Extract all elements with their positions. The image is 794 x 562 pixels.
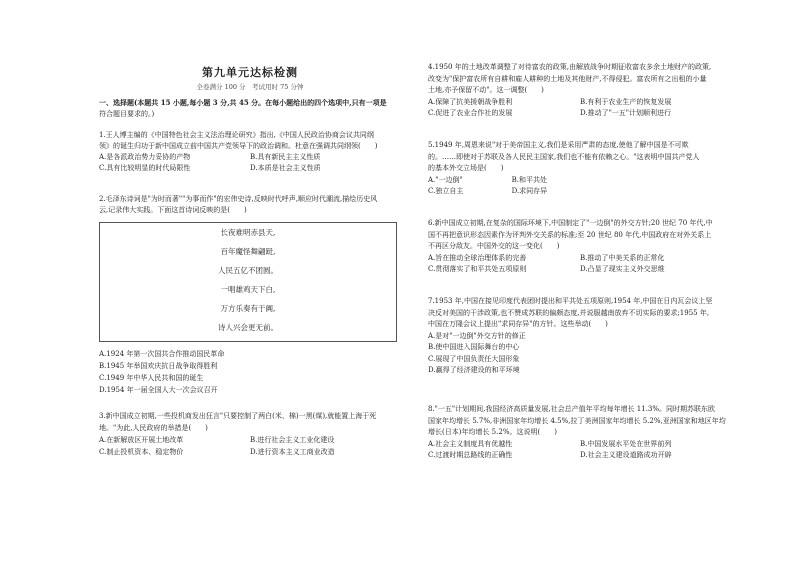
- q2-option-b[interactable]: B.1945 年举国欢庆抗日战争取得胜利: [99, 362, 218, 370]
- q7-option-c[interactable]: C.展现了中国负责任大国形象: [428, 354, 520, 363]
- q8-option-d[interactable]: D.社会主义建设道路成功开辟: [580, 451, 672, 459]
- q6-option-b[interactable]: B.推动了中美关系的正常化: [580, 253, 665, 262]
- q1-option-b[interactable]: B.具有新民主主义性质: [250, 153, 321, 161]
- q4-option-d[interactable]: D.推动了"一五"计划顺利进行: [580, 109, 672, 117]
- question-2: 2.毛泽东诗词是"为时而著""为事而作"的宏伟史诗,反映时代呼声,顺应时代潮流,描绘历史风 云,记录伟大实践。下面这首诗词反映的是( ): [99, 195, 378, 214]
- q8-option-c[interactable]: C.过渡时期总路线的正确性: [428, 451, 513, 459]
- q6-option-a[interactable]: A.旨在推动全球治理体系的完善: [428, 253, 527, 262]
- poem-box: [99, 222, 397, 342]
- q5-option-b[interactable]: B.和平共处: [511, 175, 547, 184]
- q1-option-c[interactable]: C.具有比较明显的时代局限性: [99, 164, 191, 172]
- q7-option-b[interactable]: B.使中国进入国际舞台的中心: [428, 343, 520, 351]
- poem-line: 长夜难明赤县天,: [220, 228, 276, 237]
- q5-option-a[interactable]: A."一边倒": [428, 175, 463, 184]
- q4-option-a[interactable]: A.保障了抗美援朝战争胜利: [428, 97, 513, 106]
- poem-line: 一唱雄鸡天下白,: [220, 285, 276, 294]
- question-7: 7.1953 年,中国在接见印度代表团时提出和平共处五项原则,1954 年,中国在日内瓦会议上坚 决反对美国的干涉政策,也不赞成苏联的偏颇态度,并说服越南放弃不切实际的要求;1955 年, 中国在万隆会议上提出"求同存异"的方针。这些举动( ) A.是对"一边倒"外交方针的修正 B.使中国进入国际舞台的中心 C.展现了中国负责任大国形象 D.赢得了经济建设的和平环境: [428, 296, 732, 377]
- q2-option-c[interactable]: C.1949 年中华人民共和国的诞生: [99, 374, 204, 382]
- question-4: 4.1950 年的土地改革调整了对待富农的政策,由解放战争时期征收富农多余土地财产的政策, 改变为"保护富农所有自耕和雇人耕种的土地及其他财产,不得侵犯。富农所有之出租的小量 土地,亦予保留不动"。这一调整( ) A.保障了抗美援朝战争胜利 B.有利于农业生产的恢复发展 C.促进了农业合作社的发展 D.推动了"一五"计划顺利进行: [428, 62, 732, 120]
- page-subtitle: 全卷满分 100 分 考试用时 75 分钟: [196, 83, 304, 91]
- section-heading: 一、选择题(本题共 15 小题,每小题 3 分,共 45 分。在每小题给出的四个选项中,只有一项是 符合题目要求的。): [99, 98, 387, 118]
- q2-option-a[interactable]: A.1924 年第一次国共合作推动国民革命: [99, 350, 225, 358]
- poem-line: 诗人兴会更无前。: [218, 323, 278, 332]
- poem-line: 万方乐奏有于阗,: [220, 304, 276, 313]
- page-title: 第九单元达标检测: [202, 66, 298, 79]
- q7-option-d[interactable]: D.赢得了经济建设的和平环境: [428, 366, 520, 374]
- question-6: 6.新中国成立初期,在复杂的国际环境下,中国制定了"一边倒"的外交方针;20 世纪 70 年代,中 国不再把意识形态因素作为评判外交关系的标准;至 20 世纪 80 年代,中国政府在对外关系上 不再区分敌友。中国外交的这一变化( ) A.旨在推动全球治理体系的完善 B.推动了中美关系的正常化 C.贯彻落实了和平共处五项原则 D.凸显了现实主义外交思维: [428, 218, 732, 276]
- question-8: 8."一五"计划期间,我国经济高质量发展,社会总产值年平均每年增长 11.3%。同时期苏联东欧 国家年均增长 5.7%,非洲国家年均增长 4.5%,拉丁美洲国家年均增长 5.2%,亚洲国家和地区年均 增长(日本)年均增长 5.2%。这说明( ) A.社会主义制度具有优越性 B.中国发展水平处在世界前列 C.过渡时期总路线的正确性 D.社会主义建设道路成功开辟: [428, 404, 732, 462]
- question-3: 3.新中国成立初期,一些投机商发出狂言"只要控制了两白(米、棉)一黑(煤),就能置上海于死 地。"为此,人民政府的举措是( ) A.在新解放区开展土地改革 B.进行社会主义工业化建设 C.制止投机资本、稳定物价 D.进行资本主义工商业改造: [99, 410, 401, 458]
- q2-option-d[interactable]: D.1954 年一届全国人大一次会议召开: [99, 386, 218, 394]
- poem-line: 人民五亿不团圆。: [218, 266, 278, 275]
- q1-option-d[interactable]: D.本质是社会主义性质: [250, 164, 321, 172]
- q3-option-c[interactable]: C.制止投机资本、稳定物价: [99, 448, 184, 456]
- q4-option-b[interactable]: B.有利于农业生产的恢复发展: [580, 97, 672, 106]
- question-2-options: [99, 348, 401, 396]
- q3-option-b[interactable]: B.进行社会主义工业化建设: [250, 436, 335, 444]
- q1-option-a[interactable]: A.是各派政治势力妥协的产物: [99, 153, 191, 161]
- q8-option-a[interactable]: A.社会主义制度具有优越性: [428, 439, 513, 448]
- q6-option-c[interactable]: C.贯彻落实了和平共处五项原则: [428, 265, 527, 273]
- question-5: 5.1949 年,周恩来说"对于美帝国主义,我们是采用严肃的态度,使他了解中国是不可欺 的。……即使对于苏联及各人民民主国家,我们也不能有依赖之心。"这表明中国共产党人 的基本外交立场是( ) A."一边倒" B.和平共处 C.独立自主 D.求同存异: [428, 140, 732, 198]
- q6-option-d[interactable]: D.凸显了现实主义外交思维: [580, 265, 665, 273]
- q7-option-a[interactable]: A.是对"一边倒"外交方针的修正: [428, 331, 526, 340]
- question-1: 1.王人博主编的《中国特色社会主义法治理论研究》指出,《中国人民政治协商会议共同纲 领》的诞生归功于新中国成立前中国共产党领导下的政治调和。杜意在强调共同纲领( ) A.是各派政治势力妥协的产物 B.具有新民主主义性质 C.具有比较明显的时代局限性 D.本质是社会主义性质: [99, 130, 401, 174]
- q3-option-a[interactable]: A.在新解放区开展土地改革: [99, 436, 184, 444]
- q3-option-d[interactable]: D.进行资本主义工商业改造: [250, 448, 335, 456]
- q8-option-b[interactable]: B.中国发展水平处在世界前列: [580, 439, 672, 448]
- poem-line: 百年魔怪舞翩跹,: [220, 247, 276, 256]
- q5-option-c[interactable]: C.独立自主: [428, 187, 464, 195]
- q4-option-c[interactable]: C.促进了农业合作社的发展: [428, 109, 513, 117]
- q5-option-d[interactable]: D.求同存异: [511, 187, 548, 195]
